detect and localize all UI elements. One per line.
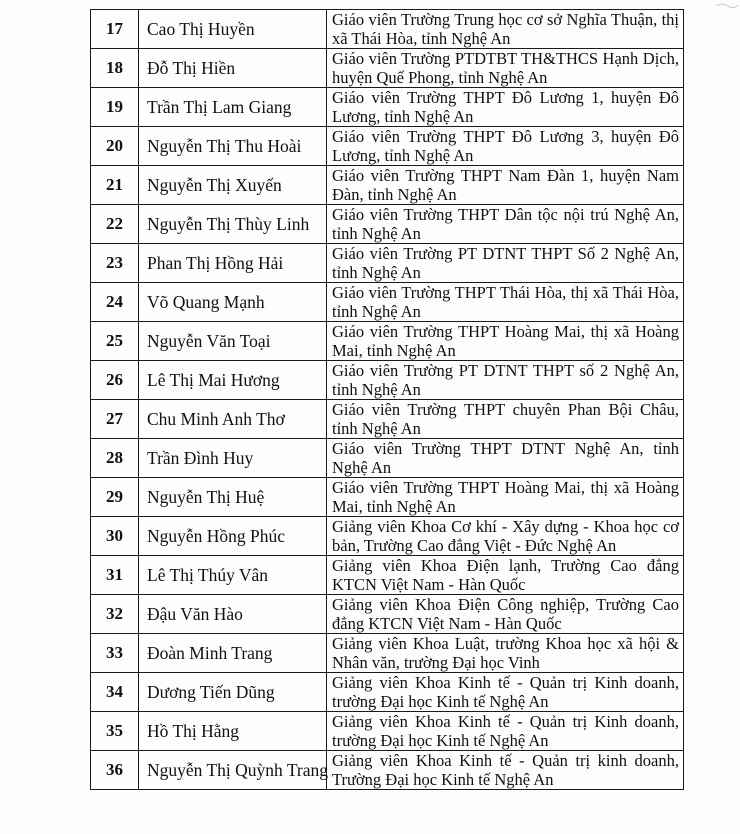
person-name: Lê Thị Mai Hương bbox=[139, 361, 327, 400]
row-number: 27 bbox=[91, 400, 139, 439]
workplace-text: Giáo viên Trường THPT Dân tộc nội trú Nghệ An, tỉnh Nghệ An bbox=[332, 205, 679, 243]
workplace-cell bbox=[327, 322, 684, 361]
workplace-cell bbox=[327, 244, 684, 283]
row-number: 26 bbox=[91, 361, 139, 400]
person-name: Lê Thị Thúy Vân bbox=[139, 556, 327, 595]
table-row bbox=[91, 283, 684, 322]
workplace-text: Giảng viên Khoa Luật, trường Khoa học xã hội & Nhân văn, trường Đại học Vinh bbox=[332, 634, 679, 672]
workplace-cell bbox=[327, 595, 684, 634]
row-number: 21 bbox=[91, 166, 139, 205]
person-name: Đậu Văn Hào bbox=[139, 595, 327, 634]
workplace-text: Giáo viên Trường PT DTNT THPT số 2 Nghệ An, tỉnh Nghệ An bbox=[332, 361, 679, 399]
row-number: 25 bbox=[91, 322, 139, 361]
workplace-cell bbox=[327, 166, 684, 205]
row-number: 31 bbox=[91, 556, 139, 595]
workplace-text: Giáo viên Trường PT DTNT THPT Số 2 Nghệ An, tỉnh Nghệ An bbox=[332, 244, 679, 282]
table-row bbox=[91, 205, 684, 244]
row-number: 36 bbox=[91, 751, 139, 790]
table-row bbox=[91, 478, 684, 517]
table-row bbox=[91, 751, 684, 790]
person-name: Đoàn Minh Trang bbox=[139, 634, 327, 673]
workplace-cell bbox=[327, 400, 684, 439]
row-number: 17 bbox=[91, 10, 139, 49]
workplace-cell bbox=[327, 127, 684, 166]
workplace-cell bbox=[327, 556, 684, 595]
workplace-cell bbox=[327, 88, 684, 127]
table-row bbox=[91, 361, 684, 400]
workplace-text: Giáo viên Trường Trung học cơ sở Nghĩa Thuận, thị xã Thái Hòa, tỉnh Nghệ An bbox=[332, 10, 679, 48]
row-number: 33 bbox=[91, 634, 139, 673]
workplace-text: Giáo viên Trường PTDTBT TH&THCS Hạnh Dịch, huyện Quế Phong, tỉnh Nghệ An bbox=[332, 49, 679, 87]
workplace-text: Giáo viên Trường THPT Hoàng Mai, thị xã Hoàng Mai, tỉnh Nghệ An bbox=[332, 478, 679, 516]
person-name: Nguyễn Văn Toại bbox=[139, 322, 327, 361]
row-number: 19 bbox=[91, 88, 139, 127]
table-row bbox=[91, 634, 684, 673]
workplace-cell bbox=[327, 751, 684, 790]
row-number: 29 bbox=[91, 478, 139, 517]
table-row bbox=[91, 127, 684, 166]
person-name: Nguyễn Hồng Phúc bbox=[139, 517, 327, 556]
person-name: Phan Thị Hồng Hải bbox=[139, 244, 327, 283]
roster-table-body bbox=[91, 10, 684, 790]
row-number: 24 bbox=[91, 283, 139, 322]
workplace-text: Giảng viên Khoa Kinh tế - Quản trị Kinh doanh, trường Đại học Kinh tế Nghệ An bbox=[332, 673, 679, 711]
workplace-cell bbox=[327, 283, 684, 322]
table-row bbox=[91, 322, 684, 361]
person-name: Trần Đình Huy bbox=[139, 439, 327, 478]
table-row bbox=[91, 88, 684, 127]
table-row bbox=[91, 712, 684, 751]
workplace-text: Giảng viên Khoa Cơ khí - Xây dựng - Khoa học cơ bản, Trường Cao đẳng Việt - Đức Nghệ An bbox=[332, 517, 679, 555]
workplace-text: Giảng viên Khoa Kinh tế - Quản trị kinh doanh, Trường Đại học Kinh tế Nghệ An bbox=[332, 751, 679, 789]
table-row bbox=[91, 166, 684, 205]
table-row bbox=[91, 244, 684, 283]
row-number: 35 bbox=[91, 712, 139, 751]
person-name: Nguyễn Thị Thu Hoài bbox=[139, 127, 327, 166]
workplace-cell bbox=[327, 439, 684, 478]
row-number: 32 bbox=[91, 595, 139, 634]
workplace-text: Giáo viên Trường THPT Thái Hòa, thị xã Thái Hòa, tỉnh Nghệ An bbox=[332, 283, 679, 321]
table-row bbox=[91, 595, 684, 634]
workplace-text: Giáo viên Trường THPT Hoàng Mai, thị xã Hoàng Mai, tỉnh Nghệ An bbox=[332, 322, 679, 360]
row-number: 28 bbox=[91, 439, 139, 478]
workplace-cell bbox=[327, 673, 684, 712]
workplace-cell bbox=[327, 517, 684, 556]
row-number: 18 bbox=[91, 49, 139, 88]
workplace-cell bbox=[327, 205, 684, 244]
workplace-text: Giáo viên Trường THPT Đô Lương 3, huyện Đô Lương, tỉnh Nghệ An bbox=[332, 127, 679, 165]
workplace-cell bbox=[327, 712, 684, 751]
table-row bbox=[91, 673, 684, 712]
person-name: Nguyễn Thị Thùy Linh bbox=[139, 205, 327, 244]
person-name: Cao Thị Huyền bbox=[139, 10, 327, 49]
table-row bbox=[91, 439, 684, 478]
workplace-text: Giảng viên Khoa Kinh tế - Quản trị Kinh doanh, trường Đại học Kinh tế Nghệ An bbox=[332, 712, 679, 750]
table-row bbox=[91, 49, 684, 88]
table-row bbox=[91, 556, 684, 595]
person-name: Nguyễn Thị Huệ bbox=[139, 478, 327, 517]
workplace-text: Giáo viên Trường THPT DTNT Nghệ An, tỉnh Nghệ An bbox=[332, 439, 679, 477]
table-row bbox=[91, 517, 684, 556]
person-name: Nguyễn Thị Xuyến bbox=[139, 166, 327, 205]
row-number: 34 bbox=[91, 673, 139, 712]
workplace-cell bbox=[327, 49, 684, 88]
table-row bbox=[91, 400, 684, 439]
workplace-cell bbox=[327, 361, 684, 400]
workplace-text: Giảng viên Khoa Điện Công nghiệp, Trường Cao đẳng KTCN Việt Nam - Hàn Quốc bbox=[332, 595, 679, 633]
workplace-text: Giảng viên Khoa Điện lạnh, Trường Cao đẳng KTCN Việt Nam - Hàn Quốc bbox=[332, 556, 679, 594]
row-number: 20 bbox=[91, 127, 139, 166]
person-name: Chu Minh Anh Thơ bbox=[139, 400, 327, 439]
workplace-text: Giáo viên Trường THPT Nam Đàn 1, huyện Nam Đàn, tỉnh Nghệ An bbox=[332, 166, 679, 204]
person-name: Võ Quang Mạnh bbox=[139, 283, 327, 322]
row-number: 30 bbox=[91, 517, 139, 556]
person-name: Trần Thị Lam Giang bbox=[139, 88, 327, 127]
workplace-cell bbox=[327, 634, 684, 673]
table-row bbox=[91, 10, 684, 49]
workplace-text: Giáo viên Trường THPT chuyên Phan Bội Châu, tỉnh Nghệ An bbox=[332, 400, 679, 438]
workplace-text: Giáo viên Trường THPT Đô Lương 1, huyện Đô Lương, tỉnh Nghệ An bbox=[332, 88, 679, 126]
person-name: Hồ Thị Hằng bbox=[139, 712, 327, 751]
row-number: 22 bbox=[91, 205, 139, 244]
workplace-cell bbox=[327, 10, 684, 49]
margin-scribble-mark bbox=[714, 0, 740, 12]
workplace-cell bbox=[327, 478, 684, 517]
person-name: Đỗ Thị Hiền bbox=[139, 49, 327, 88]
row-number: 23 bbox=[91, 244, 139, 283]
person-name: Nguyễn Thị Quỳnh Trang bbox=[139, 751, 327, 790]
person-name: Dương Tiến Dũng bbox=[139, 673, 327, 712]
roster-table bbox=[90, 9, 684, 790]
